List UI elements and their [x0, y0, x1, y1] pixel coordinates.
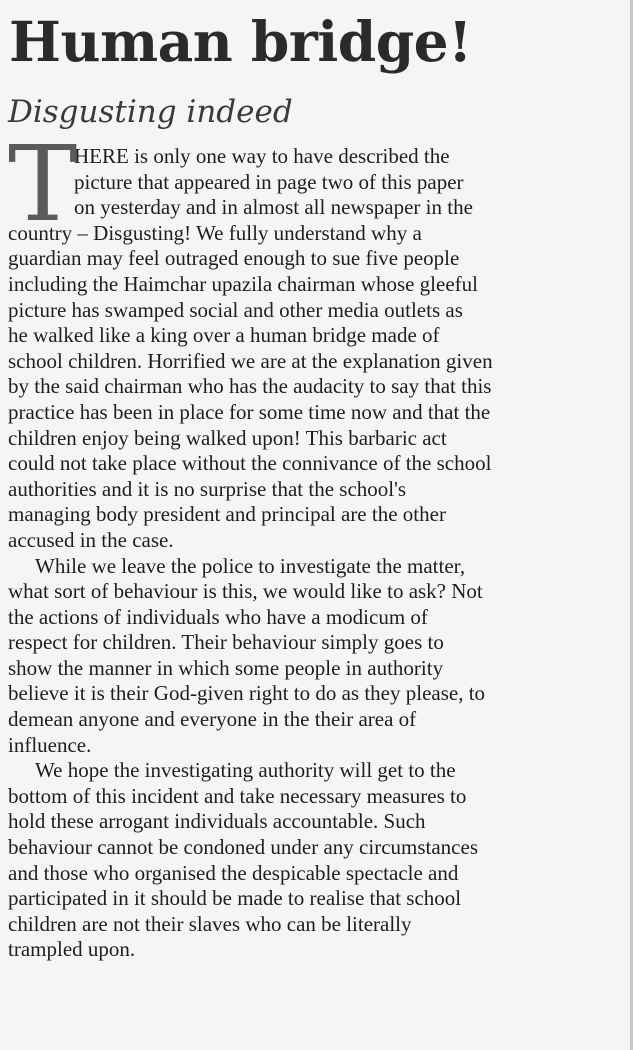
paragraph-2 — [8, 554, 608, 759]
text-line: country – Disgusting! We fully understand why a — [8, 220, 422, 245]
text-line: the actions of individuals who have a modicum of — [8, 604, 428, 629]
text-line: bottom of this incident and take necessary measures to — [8, 783, 467, 808]
text-line: influence. — [8, 732, 92, 757]
text-line: show the manner in which some people in authority — [8, 655, 444, 680]
text-line: We hope the investigating authority will get to the — [35, 758, 456, 783]
text-line: including the Haimchar upazila chairman whose gleeful — [8, 271, 478, 296]
subheadline: Disgusting indeed — [8, 94, 293, 130]
text-line: believe it is their God-given right to do as they please, to — [8, 681, 486, 706]
text-line: school children. Horrified we are at the explanation given — [8, 348, 493, 373]
text-line: hold these arrogant individuals accountable. Such — [8, 809, 426, 834]
text-line: what sort of behaviour is this, we would like to ask? Not — [8, 579, 483, 604]
text-line: children enjoy being walked upon! This barbaric act — [8, 425, 447, 450]
text-line: authorities and it is no surprise that the school's — [8, 476, 407, 501]
paragraph-1 — [8, 123, 608, 554]
text-line: by the said chairman who has the audacity to say that this — [8, 374, 492, 399]
text-line: behaviour cannot be condoned under any circumstances — [8, 835, 478, 860]
text-line: respect for children. Their behaviour simply goes to — [8, 630, 444, 655]
text-line: he walked like a king over a human bridge made of — [8, 323, 440, 348]
paragraph-3 — [8, 758, 608, 963]
text-line: HERE is only one way to have described the — [74, 144, 450, 168]
drop-cap: T — [8, 123, 78, 245]
text-line: participated in it should be made to realise that school — [8, 886, 462, 911]
text-line: guardian may feel outraged enough to sue five people — [8, 246, 460, 271]
text-line: trampled upon. — [8, 937, 136, 962]
text-line: managing body president and principal are the other — [8, 502, 446, 527]
text-line: children are not their slaves who can be literally — [8, 911, 412, 936]
text-line: picture has swamped social and other media outlets as — [8, 297, 463, 322]
text-line: accused in the case. — [8, 527, 174, 552]
headline: Human bridge! — [9, 9, 472, 74]
text-line: and those who organised the despicable spectacle and — [8, 860, 459, 885]
text-line: picture that appeared in page two of this paper — [74, 169, 464, 194]
text-line: practice has been in place for some time now and that the — [8, 399, 491, 424]
text-line: could not take place without the connivance of the school — [8, 451, 492, 476]
editorial-body — [8, 123, 608, 963]
text-line: on yesterday and in almost all newspaper in the — [74, 195, 473, 220]
text-line: demean anyone and everyone in the their area of — [8, 707, 417, 732]
text-line: While we leave the police to investigate the matter, — [35, 553, 466, 578]
